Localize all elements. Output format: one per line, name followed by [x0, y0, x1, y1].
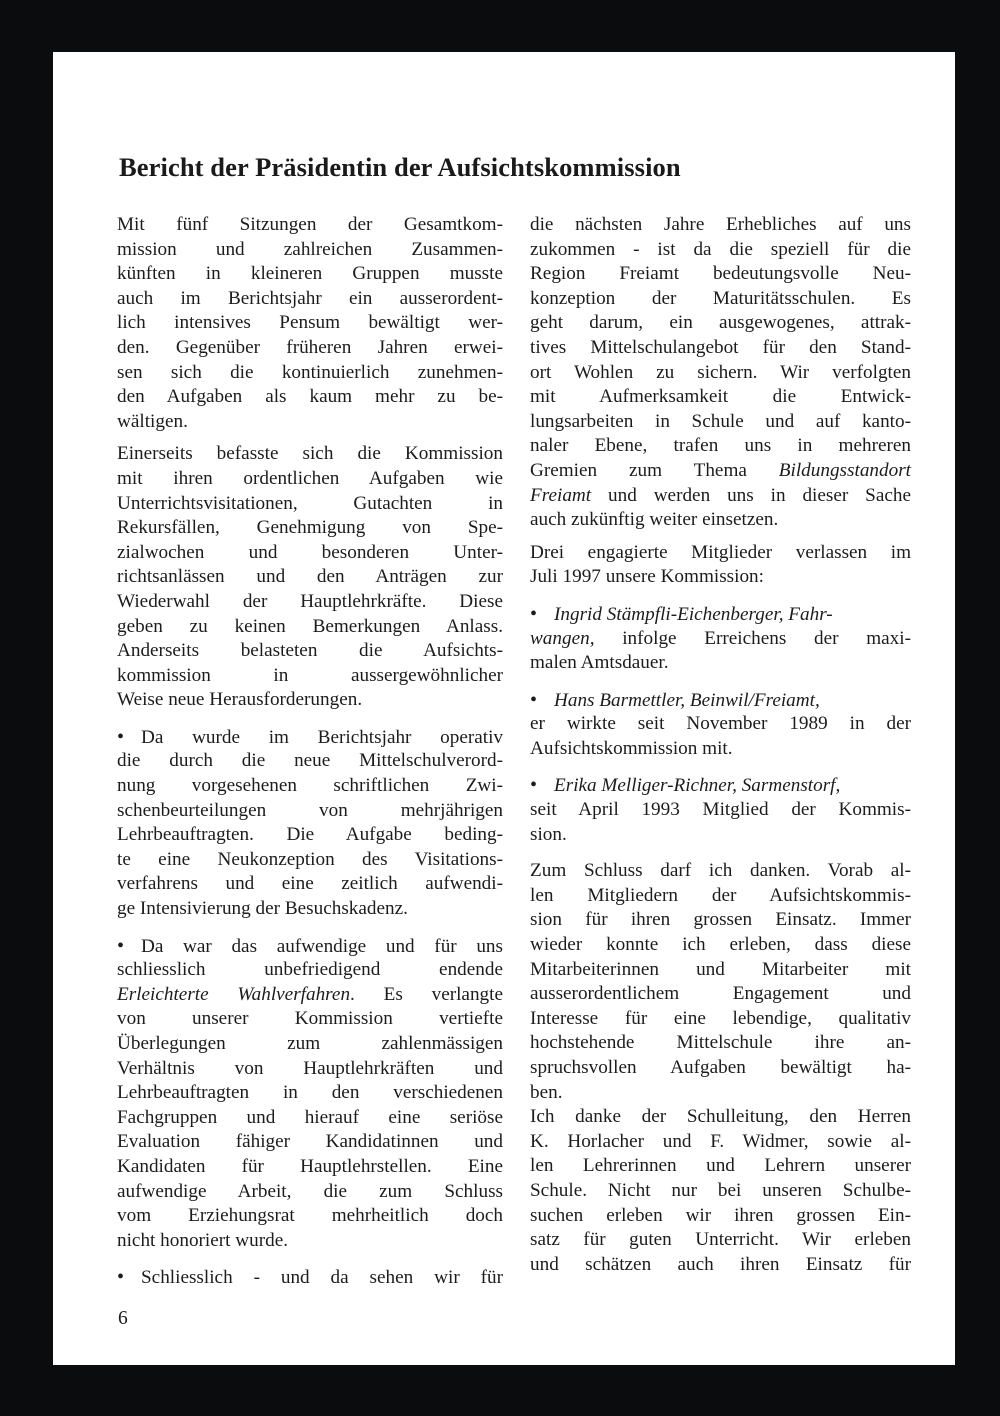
text-line: • Da wurde im Berichtsjahr operativ [117, 725, 503, 750]
paragraph-thanks-staff [530, 1105, 911, 1277]
text-line: konzeption der Maturitätsschulen. Es [530, 287, 911, 309]
text-line: den. Gegenüber früheren Jahren erwei- [117, 336, 503, 358]
text-line: auch im Berichtsjahr ein ausserordent- [117, 287, 503, 309]
italic-term: Erleichterte Wahlverfahren [117, 983, 351, 1005]
left-column [117, 213, 503, 1290]
text-line: sen sich die kontinuierlich zunehmen- [117, 361, 503, 383]
text-line: mission und zahlreichen Zusammen- [117, 238, 503, 260]
text-line: den Aufgaben als kaum mehr zu be- [117, 386, 503, 408]
text-line: • Da war das aufwendige und für uns [117, 934, 503, 959]
text-line: er wirkte seit November 1989 in der [530, 713, 911, 735]
text-line: satz für guten Unterricht. Wir erleben [530, 1229, 911, 1251]
text-line: verfahrens und eine zeitlich aufwendi- [117, 873, 503, 895]
document-page [53, 52, 955, 1365]
text-line: spruchsvollen Aufgaben bewältigt ha- [530, 1057, 911, 1078]
paragraph-thanks-commission [530, 859, 911, 1105]
text-line: sion. [530, 823, 567, 845]
text-line: kommission in aussergewöhnlicher [117, 664, 503, 686]
paragraph-continuation [530, 213, 911, 533]
text-line: ausserordentlichem Engagement und [530, 983, 911, 1005]
italic-term: Bildungsstandort [778, 459, 911, 481]
bullet-item-election [117, 934, 503, 1254]
text-line: Anderseits belasteten die Aufsichts- [117, 640, 503, 662]
text-line: Einerseits befasste sich die Kommission [117, 443, 503, 465]
text-line: suchen erleben wir ihren grossen Ein- [530, 1204, 911, 1226]
bullet-icon [117, 936, 141, 957]
text-line [530, 688, 911, 713]
text-line: wangen, infolge Erreichens der maxi- [530, 627, 911, 649]
right-column [530, 213, 911, 1277]
text-line: Verhältnis von Hauptlehrkräften und [117, 1057, 503, 1079]
text-line: Fachgruppen und hierauf eine seriöse [117, 1106, 503, 1128]
bullet-icon [530, 604, 554, 625]
text-line: aufwendige Arbeit, die zum Schluss [117, 1180, 503, 1202]
text-line: Kandidaten für Hauptlehrstellen. Eine [117, 1155, 503, 1177]
text-line: • Schliesslich - und da sehen wir für [117, 1265, 503, 1290]
text-line: ort Wohlen zu sichern. Wir verfolgten [530, 361, 911, 383]
member-item-barmettler [530, 688, 911, 762]
text-line: lungsarbeiten in Schule und auf kanto- [530, 410, 911, 432]
text-line: mit Aufmerksamkeit die Entwick- [530, 386, 911, 408]
text-line: Ich danke der Schulleitung, den Herren [530, 1106, 911, 1128]
text-line: hochstehende Mittelschule ihre an- [530, 1032, 911, 1054]
text-line: len Lehrerinnen und Lehrern unserer [530, 1155, 911, 1177]
bullet-icon [117, 1267, 141, 1288]
text-line: wieder konnte ich erleben, dass diese [530, 934, 911, 956]
text-line: nung vorgesehenen schriftlichen Zwi- [117, 775, 503, 797]
bullet-item-visitations [117, 725, 503, 922]
paragraph-intro [117, 213, 503, 434]
text-line: die durch die neue Mittelschulverord- [117, 750, 503, 772]
text-line: zukommen - ist da die speziell für die [530, 238, 911, 260]
text-line: Freiamt und werden uns in dieser Sache [530, 484, 911, 506]
text-line: nicht honoriert wurde. [117, 1229, 289, 1251]
text-line: seit April 1993 Mitglied der Kommis- [530, 799, 911, 821]
text-line: Aufsichtskommission mit. [530, 737, 733, 759]
text-line: schenbeurteilungen von mehrjährigen [117, 799, 503, 821]
text-line: naler Ebene, trafen uns in mehreren [530, 435, 911, 457]
text-line: te eine Neukonzeption des Visitations- [117, 848, 503, 870]
text-line: Überlegungen zum zahlenmässigen [117, 1033, 503, 1054]
page-title: Bericht der Präsidentin der Aufsichtskommission [119, 152, 681, 182]
text-line: Schule. Nicht nur bei unseren Schulbe- [530, 1179, 911, 1201]
text-line: Mitarbeiterinnen und Mitarbeiter mit [530, 958, 911, 980]
text-line: tives Mittelschulangebot für den Stand- [530, 336, 911, 358]
text-line: ge Intensivierung der Besuchskadenz. [117, 898, 408, 920]
text-line: künften in kleineren Gruppen musste [117, 263, 503, 285]
text-line: Lehrbeauftragten. Die Aufgabe beding- [117, 824, 503, 846]
text-line: schliesslich unbefriedigend endende [117, 959, 503, 981]
text-line: malen Amtsdauer. [530, 652, 669, 674]
text-line: und schätzen auch ihren Einsatz für [530, 1253, 911, 1275]
paragraph-departures [530, 541, 911, 590]
text-line: Wiederwahl der Hauptlehrkräfte. Diese [117, 590, 503, 612]
bullet-item-outlook [117, 1265, 503, 1290]
text-line: mit ihren ordentlichen Aufgaben wie [117, 467, 503, 489]
text-line: geben zu keinen Bemerkungen Anlass. [117, 615, 503, 637]
member-item-staempfli [530, 602, 911, 676]
text-line: Unterrichtsvisitationen, Gutachten in [117, 492, 503, 514]
text-line: Zum Schluss darf ich danken. Vorab al- [530, 860, 911, 882]
text-line: Gremien zum Thema Bildungsstandort [530, 459, 911, 481]
page-number: 6 [118, 1308, 128, 1329]
text-line: auch zukünftig weiter einsetzen. [530, 509, 779, 531]
text-line: Rekursfällen, Genehmigung von Spe- [117, 517, 503, 539]
text-line: von unserer Kommission vertiefte [117, 1008, 503, 1030]
text-line: die nächsten Jahre Erhebliches auf uns [530, 214, 911, 235]
member-name: Erika Melliger-Richner, Sarmenstorf, [554, 775, 841, 797]
text-line: Weise neue Herausforderungen. [117, 689, 363, 711]
text-line: richtsanlässen und den Anträgen zur [117, 566, 503, 588]
text-line [530, 773, 911, 798]
text-line: Lehrbeauftragten in den verschiedenen [117, 1082, 503, 1104]
italic-term: Freiamt [530, 484, 592, 506]
text-line: zialwochen und besonderen Unter- [117, 541, 503, 563]
text-line: Region Freiamt bedeutungsvolle Neu- [530, 263, 911, 285]
member-item-melliger [530, 773, 911, 847]
member-name: Ingrid Stämpfli-Eichenberger, Fahr- [554, 603, 833, 625]
text-line [530, 602, 911, 627]
text-line: ben. [530, 1081, 563, 1103]
text-line: K. Horlacher und F. Widmer, sowie al- [530, 1130, 911, 1152]
text-line: Mit fünf Sitzungen der Gesamtkom- [117, 214, 503, 235]
text-line: geht darum, ein ausgewogenes, attrak- [530, 312, 911, 334]
bullet-icon [530, 775, 554, 796]
text-line: Erleichterte Wahlverfahren. Es verlangte [117, 983, 503, 1005]
text-line: Interesse für eine lebendige, qualitativ [530, 1007, 911, 1029]
text-line: lich intensives Pensum bewältigt wer- [117, 312, 503, 334]
text-line: Juli 1997 unsere Kommission: [530, 566, 764, 588]
text-line: wältigen. [117, 410, 188, 432]
paragraph-tasks [117, 442, 503, 713]
bullet-icon [117, 727, 141, 748]
member-name: Hans Barmettler, Beinwil/Freiamt, [554, 689, 820, 711]
bullet-icon [530, 690, 554, 711]
text-line: sion für ihren grossen Einsatz. Immer [530, 909, 911, 931]
text-line: Evaluation fähiger Kandidatinnen und [117, 1131, 503, 1153]
text-line: len Mitgliedern der Aufsichtskommis- [530, 884, 911, 906]
text-line: vom Erziehungsrat mehrheitlich doch [117, 1205, 503, 1227]
text-line: Drei engagierte Mitglieder verlassen im [530, 541, 911, 563]
